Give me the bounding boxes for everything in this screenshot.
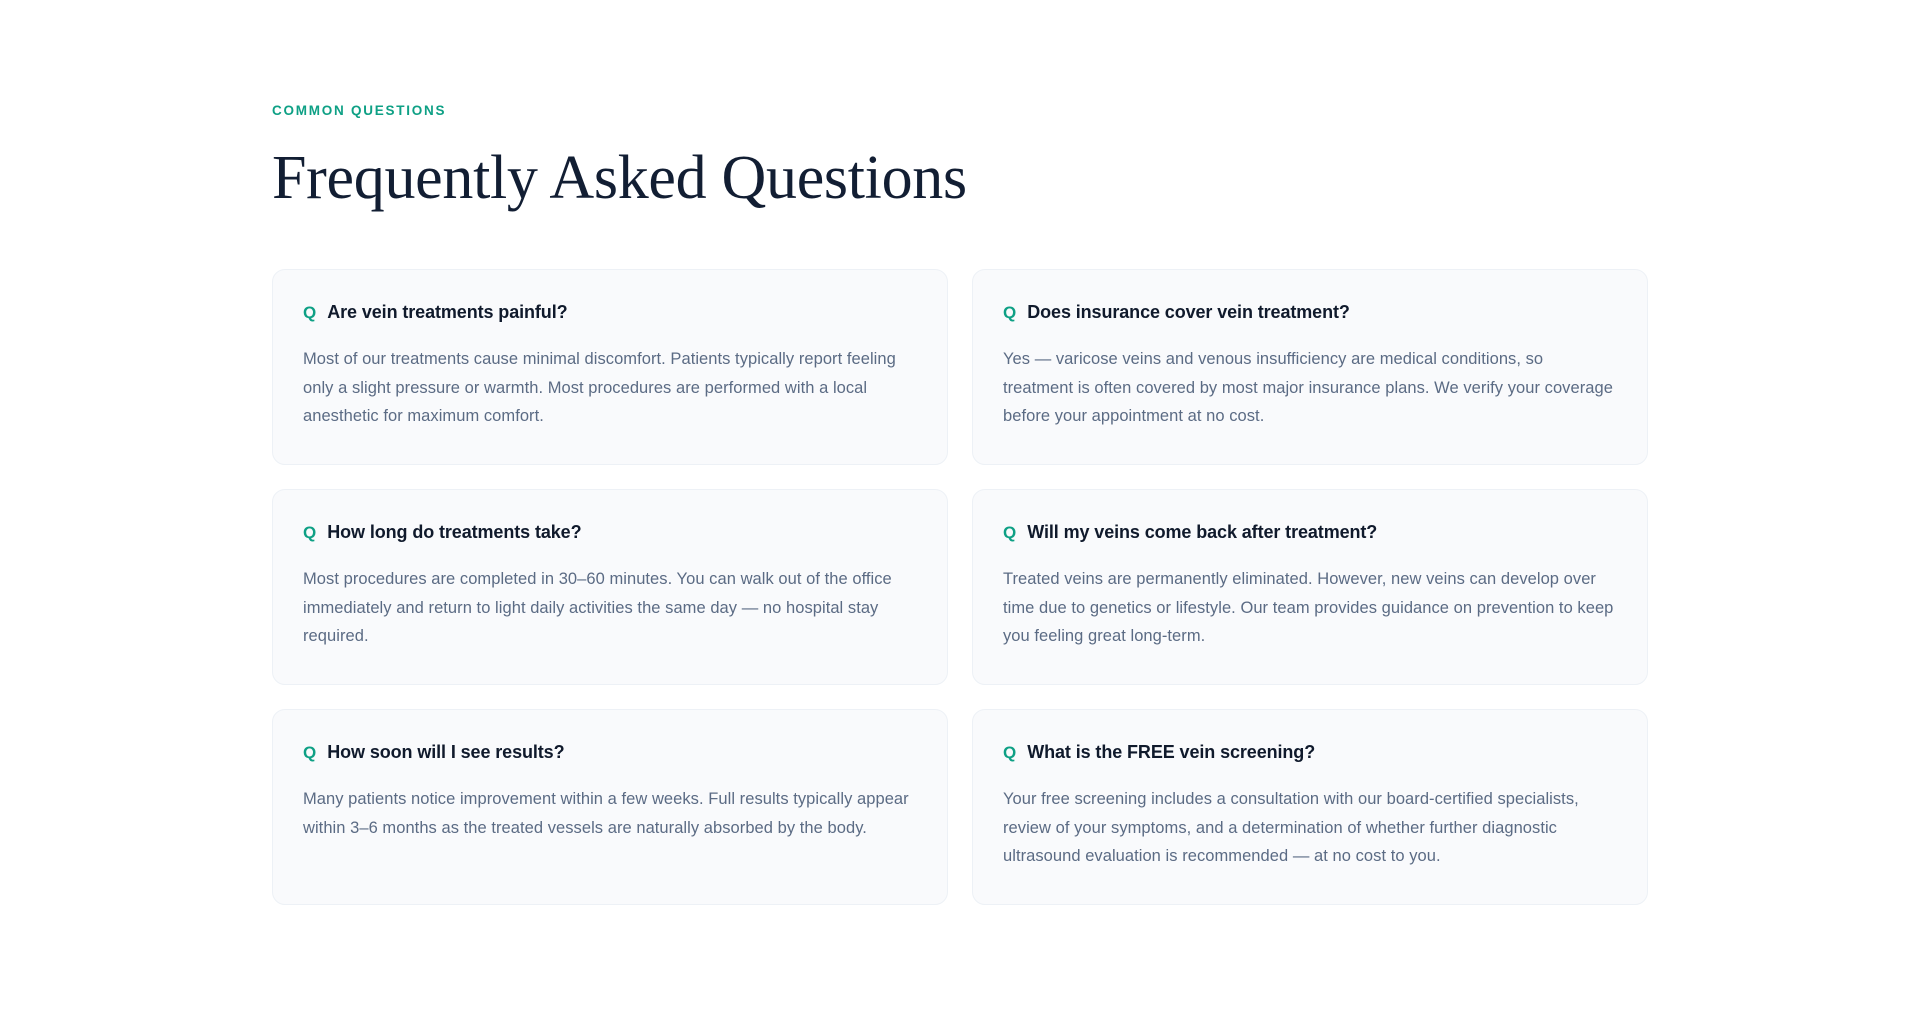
question-marker-icon: Q [1003,302,1017,322]
faq-question [1003,740,1617,764]
faq-card[interactable] [272,269,948,465]
faq-card[interactable] [972,709,1648,905]
page-title: Frequently Asked Questions [272,143,967,212]
question-marker-icon: Q [303,522,317,542]
faq-question-text: How soon will I see results? [327,741,565,762]
section-header [272,0,1648,213]
question-marker-icon: Q [1003,742,1017,762]
faq-question-text: Does insurance cover vein treatment? [1027,301,1350,322]
faq-answer-text: Yes — varicose veins and venous insufficiency are medical conditions, so treatment is often covered by most major insurance plans. We verify your coverage before your appointment at no cost. [1003,350,1613,425]
question-marker-icon: Q [303,302,317,322]
faq-answer-text: Your free screening includes a consultation with our board-certified specialists, review of your symptoms, and a determination of whether further diagnostic ultrasound evaluation is recommended — at no cost to you. [1003,790,1579,865]
faq-card[interactable] [272,709,948,905]
question-marker-icon: Q [1003,522,1017,542]
faq-answer-text: Many patients notice improvement within a few weeks. Full results typically appear within 3–6 months as the treated vessels are naturally absorbed by the body. [303,790,909,837]
faq-question-text: What is the FREE vein screening? [1027,741,1316,762]
faq-answer-text: Most procedures are completed in 30–60 minutes. You can walk out of the office immediately and return to light daily activities the same day — no hospital stay required. [303,570,892,645]
faq-card[interactable] [972,489,1648,685]
faq-section [272,0,1648,905]
faq-question-text: Are vein treatments painful? [327,301,568,322]
faq-question [1003,520,1617,544]
question-marker-icon: Q [303,742,317,762]
faq-answer-text: Most of our treatments cause minimal discomfort. Patients typically report feeling only a slight pressure or warmth. Most procedures are performed with a local anesthetic for maximum comfort. [303,350,896,425]
section-eyebrow: COMMON QUESTIONS [272,103,447,118]
faq-grid [272,269,1648,905]
faq-question [303,520,917,544]
faq-question [1003,300,1617,324]
faq-question [303,300,917,324]
faq-question-text: Will my veins come back after treatment? [1027,521,1378,542]
faq-card[interactable] [272,489,948,685]
faq-card[interactable] [972,269,1648,465]
faq-question [303,740,917,764]
faq-answer-text: Treated veins are permanently eliminated. However, new veins can develop over time due to genetics or lifestyle. Our team provides guidance on prevention to keep you feeling great long-term. [1003,570,1614,645]
faq-question-text: How long do treatments take? [327,521,582,542]
